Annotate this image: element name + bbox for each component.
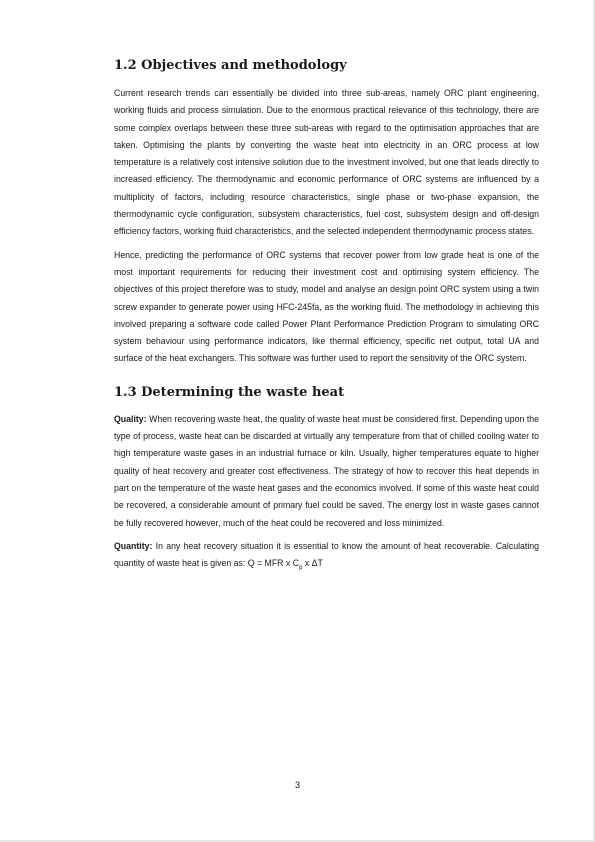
label-quantity: Quantity: — [114, 540, 153, 551]
paragraph-quality — [114, 411, 539, 532]
paragraph-performance-prediction: Hence, predicting the performance of ORC systems that recover power from low grade heat is one of the most important requirements for reducing their investment cost and optimising system efficiency. The objectives of this project therefore was to study, model and analyse an design point ORC system using a twin screw expander to generate power using HFC-245fa, as the working fluid. The methodology in achieving this involved preparing a software code called Power Plant Performance Prediction Program to simulating ORC system behaviour using performance indicators, like thermal efficiency, specific net output, total UA and surface of the heat exchangers. This software was further used to report the sensitivity of the ORC system. — [114, 249, 539, 364]
paragraph-research-trends: Current research trends can essentially be divided into three sub-areas, namely ORC plant engineering, working fluids and process simulation. Due to the enormous practical relevance of this technology, there are some complex overlaps between these three sub-areas with regard to the optimisation approaches that are taken. Optimising the plants by converting the waste heat into electricity in an ORC process at low temperature is a relatively cost intensive solution due to the investment involved, but one that leads directly to increased efficiency. The thermodynamic and economic performance of ORC systems are influenced by a multiplicity of factors, including resource characteristics, single phase or two-phase expansion, the thermodynamic cycle configuration, subsystem characteristics, fuel cost, subsystem design and off-design efficiency factors, working fluid characteristics, and the selected independent thermodynamic process states. — [114, 88, 539, 237]
formula-start: Q = MFR x C — [247, 558, 300, 569]
formula-subscript: p — [299, 564, 303, 571]
heading-determining-waste-heat: 1.3 Determining the waste heat — [114, 384, 345, 400]
formula-end: x ΔT — [302, 558, 323, 569]
waste-heat-formula — [247, 558, 323, 571]
paragraph-quantity — [114, 538, 539, 573]
label-quality: Quality: — [114, 413, 147, 424]
text-quantity: In any heat recovery situation it is essential to know the amount of heat recoverable. Calculating quantity of waste heat is given as: — [114, 540, 539, 569]
page-number: 3 — [294, 780, 300, 790]
page-body — [114, 55, 539, 578]
text-quality: When recovering waste heat, the quality of waste heat must be considered first. Depending upon the type of process, waste heat can be discarded at virtually any temperature from that of chilled cooling water to high temperature waste gases in an industrial furnace or kiln. Usually, higher temperatures equate to higher quality of heat recovery and greater cost effectiveness. The strategy of how to recover this heat depends in part on the temperature of the waste heat gases and the economics involved. If some of this waste heat could be recovered, a considerable amount of primary fuel could be saved. The energy lost in waste gases cannot be fully recovered however, much of the heat could be recovered and loss minimized. — [114, 413, 539, 528]
heading-objectives-methodology: 1.2 Objectives and methodology — [114, 58, 347, 73]
